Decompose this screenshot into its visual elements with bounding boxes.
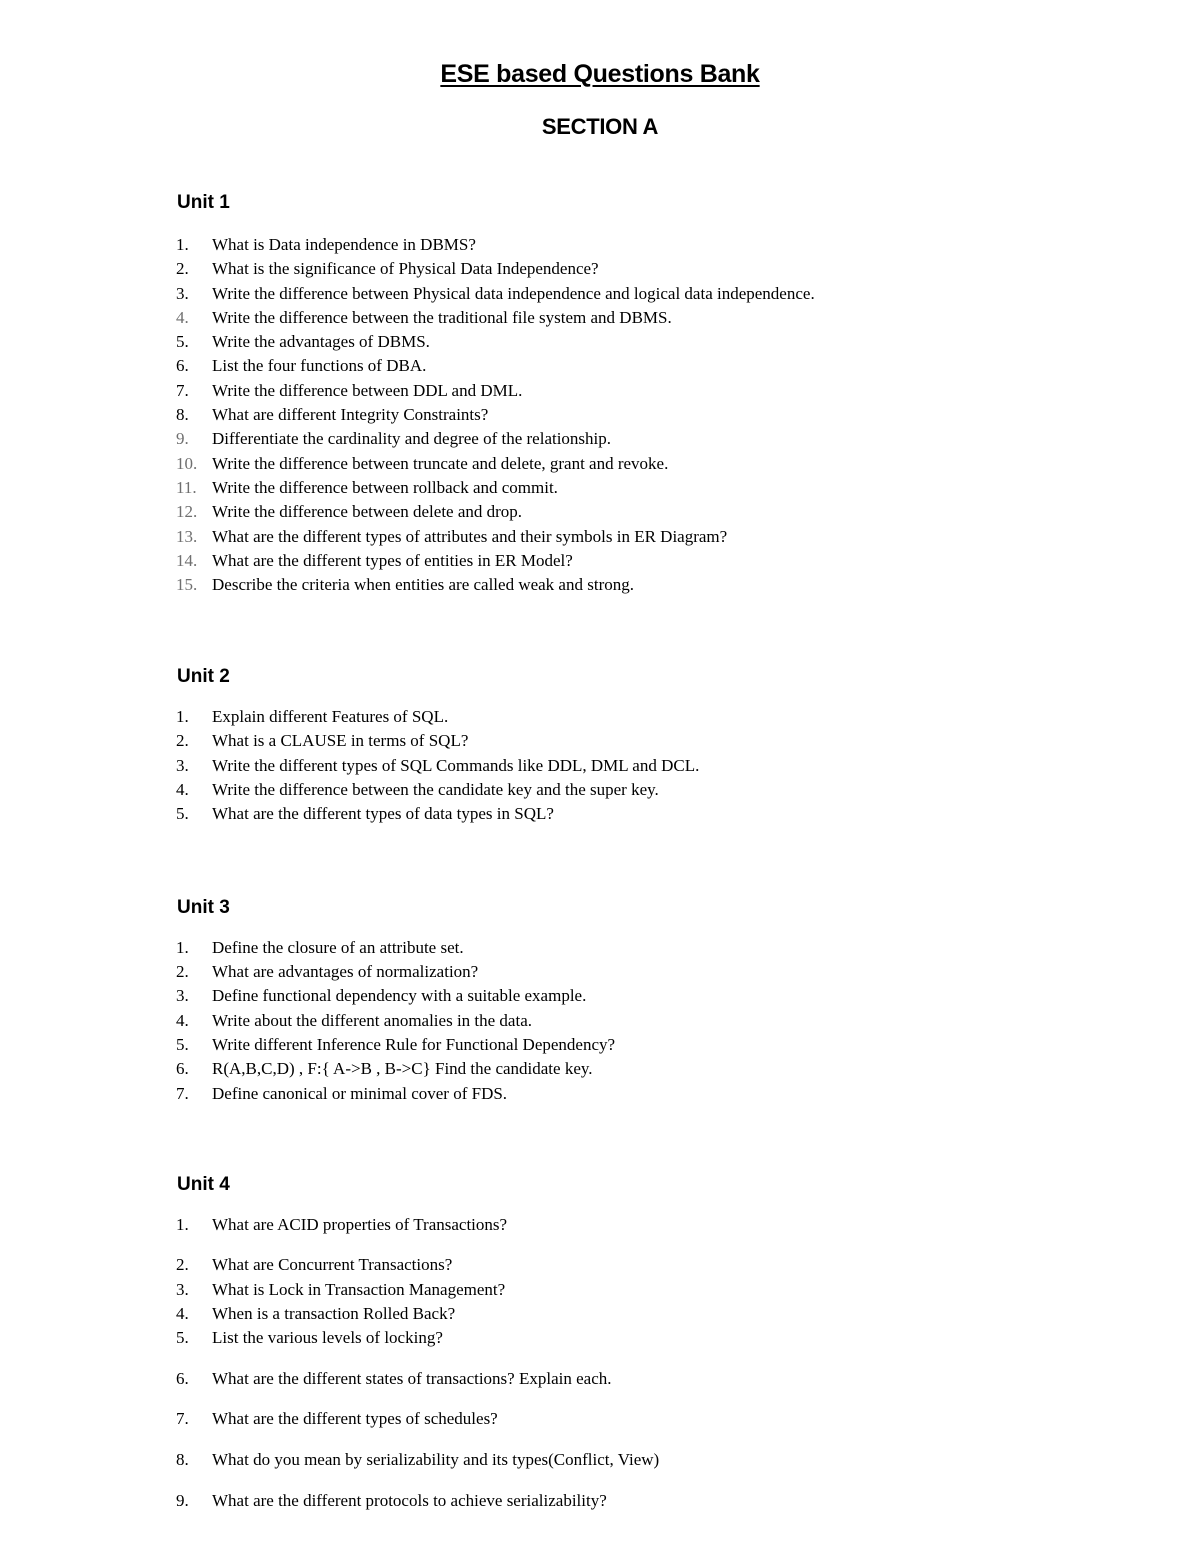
list-item: 9. What are the different protocols to achieve serializability? — [176, 1491, 607, 1510]
list-item: 2. What are advantages of normalization? — [176, 962, 479, 981]
list-item: 12. Write the difference between delete and drop. — [176, 502, 523, 521]
list-item: 1. Explain different Features of SQL. — [176, 707, 449, 726]
list-item: 6. R(A,B,C,D) , F:{ A->B , B->C} Find the candidate key. — [176, 1059, 593, 1078]
document-title: ESE based Questions Bank — [440, 60, 760, 88]
list-item: 11. Write the difference between rollback and commit. — [176, 478, 558, 497]
list-item: 5. List the various levels of locking? — [176, 1328, 443, 1347]
list-item: 13. What are the different types of attributes and their symbols in ER Diagram? — [176, 527, 728, 546]
list-item: 4. Write about the different anomalies in the data. — [176, 1011, 532, 1030]
list-item: 4. Write the difference between the candidate key and the super key. — [176, 780, 659, 799]
unit-3-heading: Unit 3 — [177, 897, 230, 918]
list-item: 1. What is Data independence in DBMS? — [176, 235, 476, 254]
list-item: 9. Differentiate the cardinality and degree of the relationship. — [176, 429, 612, 448]
list-item: 6. What are the different states of transactions? Explain each. — [176, 1369, 612, 1388]
list-item: 5. Write the advantages of DBMS. — [176, 332, 430, 351]
list-item: 4. Write the difference between the traditional file system and DBMS. — [176, 308, 672, 327]
list-item: 3. Define functional dependency with a suitable example. — [176, 986, 587, 1005]
list-item: 1. What are ACID properties of Transactions? — [176, 1215, 508, 1234]
list-item: 3. Write the different types of SQL Commands like DDL, DML and DCL. — [176, 756, 700, 775]
list-item: 7. Define canonical or minimal cover of FDS. — [176, 1084, 508, 1103]
list-item: 3. What is Lock in Transaction Management? — [176, 1280, 506, 1299]
list-item: 2. What are Concurrent Transactions? — [176, 1255, 453, 1274]
list-item: 8. What are different Integrity Constraints? — [176, 405, 489, 424]
list-item: 15. Describe the criteria when entities are called weak and strong. — [176, 575, 634, 594]
list-item: 2. What is the significance of Physical Data Independence? — [176, 259, 599, 278]
list-item: 14. What are the different types of entities in ER Model? — [176, 551, 573, 570]
list-item: 5. Write different Inference Rule for Functional Dependency? — [176, 1035, 616, 1054]
section-heading: SECTION A — [541, 114, 659, 139]
unit-1-heading: Unit 1 — [177, 192, 230, 213]
list-item: 3. Write the difference between Physical data independence and logical data independence. — [176, 284, 815, 303]
list-item: 6. List the four functions of DBA. — [176, 356, 427, 375]
list-item: 10. Write the difference between truncate and delete, grant and revoke. — [176, 454, 669, 473]
list-item: 8. What do you mean by serializability and its types(Conflict, View) — [176, 1450, 660, 1469]
list-item: 4. When is a transaction Rolled Back? — [176, 1304, 456, 1323]
unit-4-heading: Unit 4 — [177, 1174, 230, 1195]
list-item: 7. Write the difference between DDL and DML. — [176, 381, 523, 400]
list-item: 1. Define the closure of an attribute set. — [176, 938, 464, 957]
list-item: 5. What are the different types of data types in SQL? — [176, 804, 554, 823]
list-item: 2. What is a CLAUSE in terms of SQL? — [176, 731, 469, 750]
list-item: 7. What are the different types of schedules? — [176, 1409, 498, 1428]
unit-2-heading: Unit 2 — [177, 666, 230, 687]
